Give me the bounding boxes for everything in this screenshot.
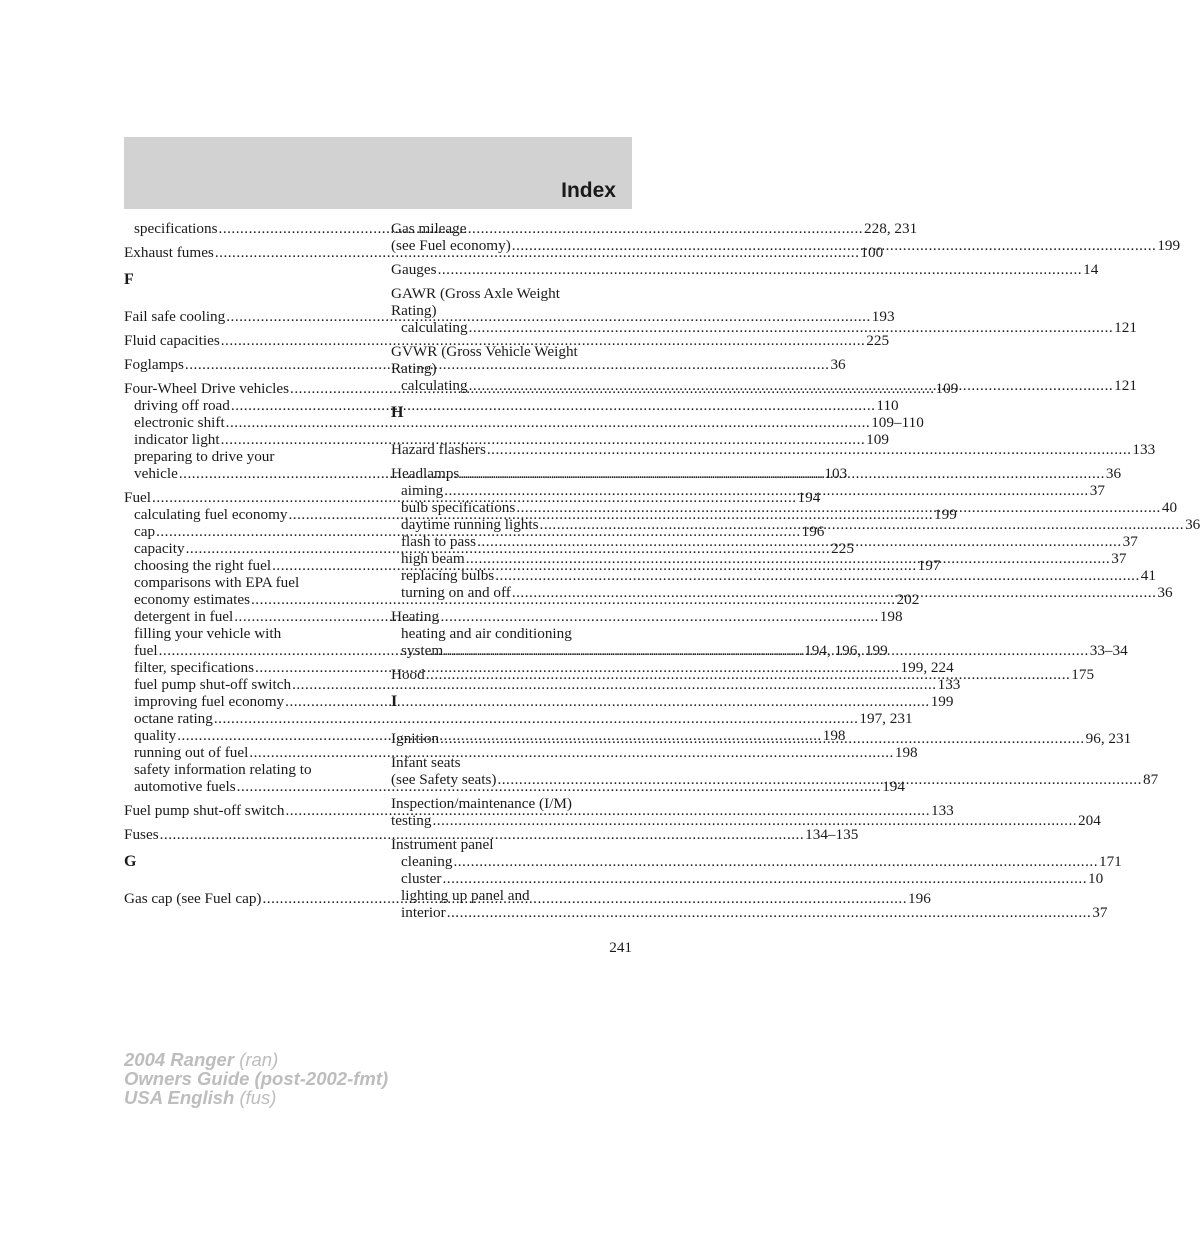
- entry-text: preparing to drive your: [134, 448, 275, 465]
- index-line: [391, 567, 1156, 584]
- entry-page: 197: [917, 557, 941, 574]
- entry-text: testing: [391, 812, 432, 829]
- entry-page: 193: [871, 308, 895, 325]
- entry-page: 40: [1161, 499, 1178, 516]
- entry-page: 133: [1132, 441, 1156, 458]
- entry-page: 134–135: [805, 826, 859, 843]
- entry-text: Four-Wheel Drive vehicles: [124, 380, 290, 397]
- index-line: [124, 332, 890, 349]
- entry-text: octane rating: [134, 710, 213, 727]
- entry-page: 36: [830, 356, 846, 373]
- index-line: [391, 625, 631, 642]
- entry-text: GVWR (Gross Vehicle Weight: [391, 343, 578, 360]
- entry-page: 96, 231: [1085, 730, 1132, 747]
- index-line: [124, 397, 899, 414]
- entry-text: Fuses: [124, 826, 159, 843]
- index-entry: [124, 332, 890, 349]
- index-line: [391, 360, 631, 377]
- index-line: [124, 431, 889, 448]
- entry-page: 14: [1083, 261, 1099, 278]
- entry-text: filter, specifications: [134, 659, 255, 676]
- entry-page: 199: [930, 693, 954, 710]
- index-line: [124, 826, 859, 843]
- entry-text: (see Fuel economy): [391, 237, 511, 254]
- index-line: [391, 441, 1156, 458]
- entry-text: lighting up panel and: [401, 887, 530, 904]
- entry-text: aiming: [401, 482, 444, 499]
- index-line: [391, 302, 631, 319]
- footer-model-code: (ran): [239, 1049, 279, 1070]
- index-line: [391, 608, 631, 625]
- entry-text: turning on and off: [401, 584, 511, 601]
- entry-page: 196: [801, 523, 825, 540]
- footer-language-code: (fus): [239, 1087, 277, 1108]
- entry-text: Rating): [391, 360, 437, 377]
- entry-text: replacing bulbs: [401, 567, 495, 584]
- entry-text: Gas cap (see Fuel cap): [124, 890, 262, 907]
- entry-text: safety information relating to: [134, 761, 312, 778]
- entry-page: 109–110: [871, 414, 924, 431]
- index-entry: [391, 261, 1099, 278]
- entry-page: 225: [831, 540, 854, 557]
- entry-page: 121: [1114, 319, 1137, 336]
- index-entry: [124, 826, 859, 843]
- entry-text: electronic shift: [134, 414, 225, 431]
- entry-text: flash to pass: [401, 533, 477, 550]
- entry-text: cluster: [401, 870, 442, 887]
- entry-text: indicator light: [134, 431, 220, 448]
- entry-text: detergent in fuel: [134, 608, 234, 625]
- section-letter: G: [124, 853, 137, 870]
- entry-text: choosing the right fuel: [134, 557, 272, 574]
- entry-text: fuel: [134, 642, 158, 659]
- entry-text: heating and air conditioning: [401, 625, 572, 642]
- entry-text: Fuel: [124, 489, 152, 506]
- section-letter: I: [391, 693, 398, 710]
- index-line: [124, 744, 918, 761]
- index-line: [391, 220, 631, 237]
- index-line: [124, 710, 913, 727]
- index-line: [391, 343, 631, 360]
- entry-text: Ignition: [391, 730, 440, 747]
- footer-model: 2004 Ranger: [124, 1049, 235, 1070]
- entry-page: 36: [1185, 516, 1200, 533]
- entry-text: calculating fuel economy: [134, 506, 288, 523]
- entry-page: 204: [1078, 812, 1101, 829]
- entry-text: bulb specifications: [401, 499, 516, 516]
- entry-text: running out of fuel: [134, 744, 249, 761]
- entry-text: quality: [134, 727, 177, 744]
- entry-page: 133: [937, 676, 961, 693]
- entry-page: 198: [894, 744, 918, 761]
- entry-page: 197, 231: [859, 710, 913, 727]
- index-entry: [391, 441, 1156, 458]
- index-line: [391, 870, 1104, 887]
- index-line: [124, 693, 954, 710]
- index-line: [124, 625, 364, 642]
- entry-text: calculating: [401, 319, 468, 336]
- entry-page: 175: [1071, 666, 1095, 683]
- entry-text: Gas mileage: [391, 220, 467, 237]
- entry-text: Inspection/maintenance (I/M): [391, 795, 572, 812]
- entry-text: fuel pump shut-off switch: [134, 676, 292, 693]
- index-line: [391, 887, 631, 904]
- index-line: [391, 853, 1122, 870]
- entry-text: cap: [134, 523, 156, 540]
- entry-page: 103: [824, 465, 848, 482]
- entry-page: 37: [1122, 533, 1138, 550]
- entry-text: calculating: [401, 377, 468, 394]
- entry-page: 37: [1092, 904, 1108, 921]
- entry-text: Exhaust fumes: [124, 244, 214, 261]
- footer-line: [124, 1088, 388, 1107]
- entry-page: 196: [908, 890, 931, 907]
- footer-line: [124, 1069, 388, 1088]
- entry-text: daytime running lights: [401, 516, 539, 533]
- entry-text: economy estimates: [134, 591, 250, 608]
- entry-page: 109: [866, 431, 889, 448]
- entry-text: Fluid capacities: [124, 332, 220, 349]
- footer-guide: Owners Guide (post-2002-fmt): [124, 1068, 389, 1089]
- entry-page: 198: [879, 608, 903, 625]
- entry-text: specifications: [134, 220, 218, 237]
- entry-page: 194, 196, 199: [804, 642, 888, 659]
- index-line: [391, 795, 631, 812]
- index-line: [391, 319, 1137, 336]
- page-number: 241: [609, 939, 632, 956]
- entry-text: driving off road: [134, 397, 230, 414]
- entry-page: 199: [934, 506, 957, 523]
- entry-text: Infant seats: [391, 754, 461, 771]
- entry-page: 36: [1105, 465, 1122, 482]
- entry-page: 121: [1114, 377, 1137, 394]
- entry-page: 133: [930, 802, 954, 819]
- entry-page: 37: [1089, 482, 1105, 499]
- entry-page: 199, 224: [900, 659, 954, 676]
- entry-text: capacity: [134, 540, 185, 557]
- index-line: [391, 754, 631, 771]
- index-line: [391, 285, 631, 302]
- entry-text: interior: [401, 904, 446, 921]
- index-line: [124, 676, 961, 693]
- entry-text: improving fuel economy: [134, 693, 285, 710]
- entry-text: Foglamps: [124, 356, 184, 373]
- index-line: [124, 574, 364, 591]
- index-line: [124, 414, 924, 431]
- entry-text: Rating): [391, 302, 437, 319]
- footer-language: USA English: [124, 1087, 235, 1108]
- entry-page: 87: [1142, 771, 1159, 788]
- entry-text: automotive fuels: [134, 778, 236, 795]
- entry-page: 194: [882, 778, 905, 795]
- entry-text: GAWR (Gross Axle Weight: [391, 285, 560, 302]
- entry-page: 171: [1098, 853, 1122, 870]
- entry-text: Fail safe cooling: [124, 308, 226, 325]
- page-title: Index: [561, 179, 616, 202]
- entry-page: 110: [876, 397, 899, 414]
- index-line: [391, 812, 1101, 829]
- header-band: [124, 137, 632, 209]
- document-footer: [124, 1050, 388, 1107]
- index-line: [124, 761, 364, 778]
- entry-page: 202: [896, 591, 920, 608]
- entry-text: Heating: [391, 608, 440, 625]
- index-line: [391, 836, 631, 853]
- section-letter: F: [124, 271, 134, 288]
- index-line: [391, 904, 1108, 921]
- entry-text: Fuel pump shut-off switch: [124, 802, 285, 819]
- entry-text: filling your vehicle with: [134, 625, 282, 642]
- index-line: [124, 448, 364, 465]
- entry-text: (see Safety seats): [391, 771, 497, 788]
- entry-page: 194: [797, 489, 821, 506]
- entry-text: high beam: [401, 550, 465, 567]
- entry-page: 100: [860, 244, 884, 261]
- entry-page: 109: [935, 380, 959, 397]
- entry-text: comparisons with EPA fuel: [134, 574, 300, 591]
- entry-text: Hood: [391, 666, 425, 683]
- index-line: [391, 261, 1099, 278]
- entry-text: Hazard flashers: [391, 441, 486, 458]
- entry-text: system: [401, 642, 444, 659]
- entry-page: 225: [866, 332, 890, 349]
- section-letter: H: [391, 404, 404, 421]
- entry-text: cleaning: [401, 853, 453, 870]
- entry-page: 37: [1111, 550, 1127, 567]
- entry-text: Headlamps: [391, 465, 460, 482]
- entry-text: vehicle: [134, 465, 178, 482]
- entry-text: Gauges: [391, 261, 437, 278]
- entry-page: 228, 231: [864, 220, 918, 237]
- entry-page: 36: [1157, 584, 1173, 601]
- entry-page: 10: [1088, 870, 1104, 887]
- entry-page: 33–34: [1089, 642, 1128, 659]
- entry-page: 41: [1140, 567, 1156, 584]
- entry-text: Instrument panel: [391, 836, 494, 853]
- footer-line: [124, 1050, 388, 1069]
- entry-page: 199: [1157, 237, 1181, 254]
- entry-page: 198: [822, 727, 846, 744]
